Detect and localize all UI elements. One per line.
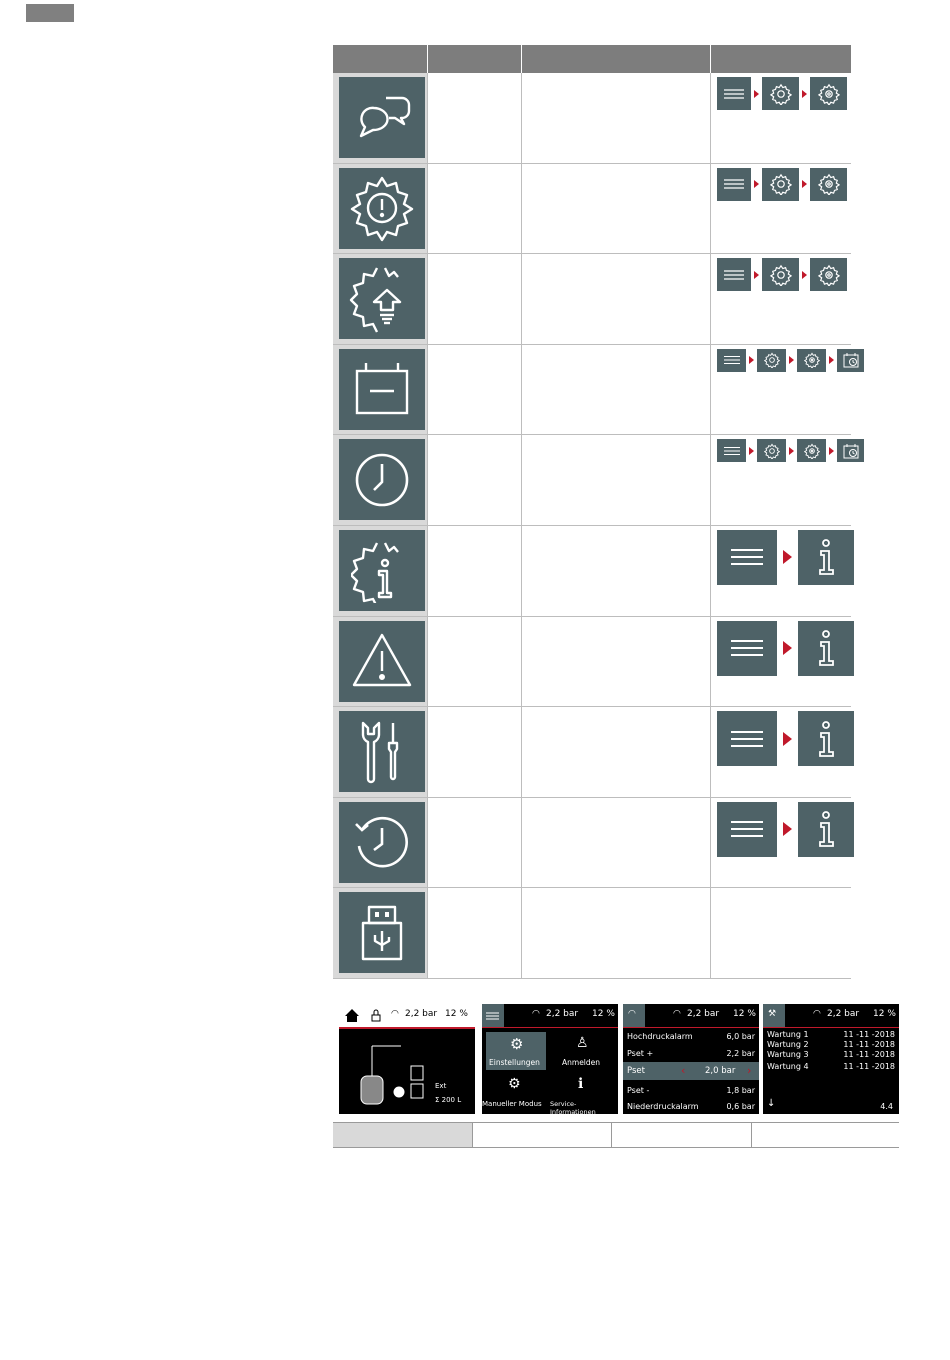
pressure-value: 2,2 bar xyxy=(687,1009,720,1019)
page-indicator: 4.4 xyxy=(880,1102,893,1111)
gear-icon xyxy=(762,168,799,201)
gear-info-icon xyxy=(339,530,425,611)
gear-settings-icon xyxy=(797,349,826,372)
info-icon xyxy=(798,621,854,676)
table-row xyxy=(333,798,851,889)
info-icon: ℹ xyxy=(578,1076,584,1092)
gear-icon xyxy=(762,77,799,110)
level-value: 12 % xyxy=(873,1009,896,1019)
table-row xyxy=(333,345,851,436)
table-row xyxy=(333,164,851,255)
header-cell-1 xyxy=(333,45,428,73)
home-screen xyxy=(339,1004,475,1114)
speech-bubbles-icon xyxy=(339,77,425,158)
list-item: Wartung 4 11 -11 -2018 xyxy=(767,1062,895,1071)
manual-hand-icon: ⚙ xyxy=(508,1076,521,1092)
caption-cell xyxy=(472,1123,612,1147)
menu-path xyxy=(717,621,854,676)
caption-cell xyxy=(611,1123,752,1147)
level-value: 12 % xyxy=(445,1009,468,1019)
table-row xyxy=(333,888,851,979)
gear-update-icon xyxy=(339,258,425,339)
gauge-icon: ◠ xyxy=(532,1009,540,1019)
gear-icon xyxy=(757,439,786,462)
home-icon xyxy=(345,1009,359,1022)
menu-icon xyxy=(717,439,746,462)
gear-icon xyxy=(762,258,799,291)
table-row xyxy=(333,254,851,345)
list-item: Hochdruckalarm 6,0 bar xyxy=(627,1032,755,1041)
arrow-down-icon[interactable]: ↓ xyxy=(767,1098,776,1109)
header-cell-3 xyxy=(521,45,711,73)
menu-icon xyxy=(486,1012,499,1020)
header-cell-2 xyxy=(427,45,522,73)
ext-label: Ext xyxy=(435,1082,447,1090)
menu-path xyxy=(717,77,847,110)
warning-triangle-icon xyxy=(339,621,425,702)
service-screen xyxy=(763,1004,899,1114)
service-info-tile[interactable]: ℹ Service-Informationen xyxy=(550,1076,596,1114)
gauge-icon: ◠ xyxy=(391,1009,399,1019)
gauge-icon: ◠ xyxy=(813,1009,821,1019)
table-row xyxy=(333,707,851,798)
menu-icon xyxy=(717,711,777,766)
menu-path xyxy=(717,168,847,201)
calendar-clock-icon xyxy=(837,349,864,372)
history-clock-icon xyxy=(339,802,425,883)
page-marker-tab xyxy=(26,4,74,22)
usb-stick-icon xyxy=(339,892,425,973)
caption-cell xyxy=(751,1123,898,1147)
calendar-clock-icon xyxy=(837,439,864,462)
volume-label: Σ 200 L xyxy=(435,1096,462,1104)
pressure-value: 2,2 bar xyxy=(546,1009,579,1019)
info-icon xyxy=(798,530,854,585)
menu-icon xyxy=(717,621,777,676)
pressure-value: 2,2 bar xyxy=(827,1009,860,1019)
settings-tile[interactable]: ⚙ Einstellungen xyxy=(486,1032,546,1070)
table-row xyxy=(333,526,851,617)
gear-settings-icon xyxy=(797,439,826,462)
caption-cell xyxy=(333,1123,473,1147)
list-item: Niederdruckalarm 0,6 bar xyxy=(627,1102,755,1111)
gauge-icon: ◠ xyxy=(628,1009,636,1019)
menu-icon xyxy=(717,802,777,857)
menu-screen xyxy=(482,1004,618,1114)
gear-settings-icon xyxy=(810,168,847,201)
level-value: 12 % xyxy=(733,1009,756,1019)
gear-icon: ⚙ xyxy=(510,1035,524,1053)
list-item: Wartung 2 11 -11 -2018 xyxy=(767,1040,895,1049)
gauge-icon: ◠ xyxy=(673,1009,681,1019)
menu-icon xyxy=(717,530,777,585)
battery-icon xyxy=(339,349,425,430)
list-item: Wartung 3 11 -11 -2018 xyxy=(767,1050,895,1059)
menu-path xyxy=(717,802,854,857)
lock-icon xyxy=(371,1009,381,1022)
pressure-screen xyxy=(623,1004,759,1114)
info-icon xyxy=(798,802,854,857)
chevron-left-icon: ‹ xyxy=(681,1064,686,1077)
menu-icon xyxy=(717,258,751,291)
menu-icon xyxy=(717,168,751,201)
manual-mode-tile[interactable]: ⚙ Manueller Modus xyxy=(482,1076,542,1108)
table-row xyxy=(333,73,851,164)
gear-alert-icon xyxy=(339,168,425,249)
level-value: 12 % xyxy=(592,1009,615,1019)
gear-settings-icon xyxy=(810,258,847,291)
chevron-right-icon: › xyxy=(747,1064,752,1077)
symbol-table xyxy=(333,45,851,979)
pset-selector[interactable]: Pset ‹ 2,0 bar › xyxy=(623,1062,759,1080)
header-cell-4 xyxy=(710,45,850,73)
menu-path xyxy=(717,349,864,372)
list-item: Wartung 1 11 -11 -2018 xyxy=(767,1030,895,1039)
gear-icon xyxy=(757,349,786,372)
list-item: Pset - 1,8 bar xyxy=(627,1086,755,1095)
gear-settings-icon xyxy=(810,77,847,110)
table-row xyxy=(333,435,851,526)
screen-captions xyxy=(333,1122,899,1148)
clock-icon xyxy=(339,439,425,520)
list-item: Pset + 2,2 bar xyxy=(627,1049,755,1058)
user-icon: ♙ xyxy=(576,1035,589,1051)
menu-path xyxy=(717,711,854,766)
menu-icon xyxy=(717,349,746,372)
table-row xyxy=(333,617,851,708)
menu-path xyxy=(717,530,854,585)
wrench-screwdriver-icon: ⚒ xyxy=(768,1009,777,1019)
menu-path xyxy=(717,439,864,462)
login-tile[interactable]: ♙ Anmelden xyxy=(562,1035,601,1067)
wrench-screwdriver-icon xyxy=(339,711,425,792)
info-icon xyxy=(798,711,854,766)
menu-path xyxy=(717,258,847,291)
pressure-value: 2,2 bar xyxy=(405,1009,438,1019)
menu-icon xyxy=(717,77,751,110)
table-header xyxy=(333,45,851,73)
